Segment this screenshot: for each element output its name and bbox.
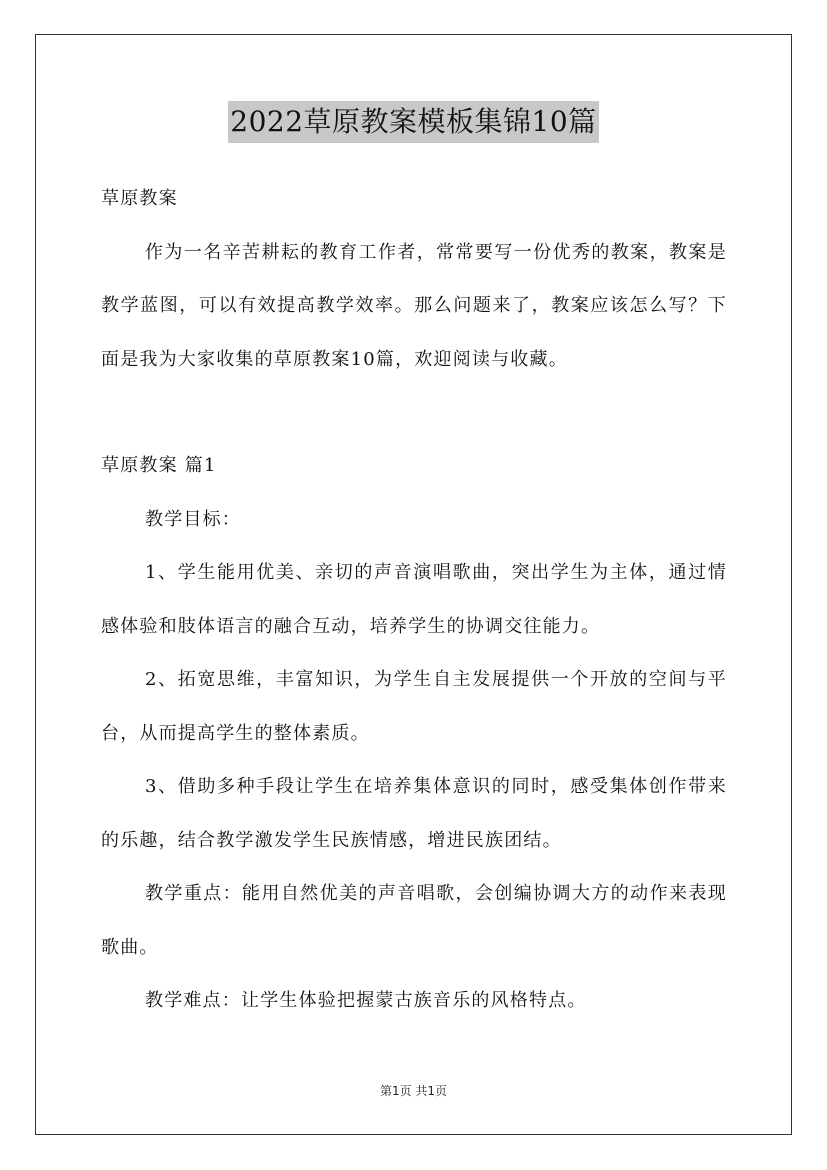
paragraph: 3、借助多种手段让学生在培养集体意识的同时，感受集体创作带来的乐趣，结合教学激发学生民族情感，增进民族团结。	[101, 776, 727, 851]
document-title: 2022草原教案模板集锦10篇	[228, 101, 598, 143]
paragraph: 教学目标：	[145, 508, 241, 530]
paragraph: 教学难点：让学生体验把握蒙古族音乐的风格特点。	[145, 990, 587, 1011]
paragraph: 教学重点：能用自然优美的声音唱歌，会创编协调大方的动作来表现歌曲。	[101, 883, 727, 958]
document-body	[101, 172, 727, 1028]
paragraph: 作为一名辛苦耕耘的教育工作者，常常要写一份优秀的教案，教案是教学蓝图，可以有效提高教学效率。那么问题来了，教案应该怎么写？下面是我为大家收集的草原教案10篇，欢迎阅读与收藏。	[101, 241, 727, 370]
page-footer: 第1页 共1页	[379, 1084, 448, 1098]
paragraph-gap	[101, 386, 727, 439]
paragraph: 草原教案	[101, 188, 178, 209]
section-heading: 草原教案 篇1	[101, 455, 217, 476]
paragraph: 2、拓宽思维，丰富知识，为学生自主发展提供一个开放的空间与平台，从而提高学生的整体素质。	[101, 669, 727, 744]
paragraph: 1、学生能用优美、亲切的声音演唱歌曲，突出学生为主体，通过情感体验和肢体语言的融合互动，培养学生的协调交往能力。	[101, 562, 727, 637]
title-container	[0, 101, 827, 143]
